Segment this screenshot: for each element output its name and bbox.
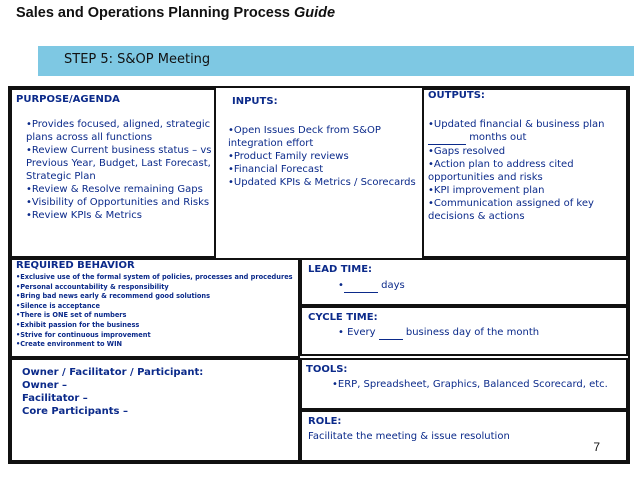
owner-line: Core Participants –: [22, 406, 128, 417]
tools-box: [300, 358, 628, 410]
owner-line: Owner –: [22, 380, 68, 391]
purpose-list: [26, 118, 214, 222]
behavior-item: •Strive for continuous improvement: [16, 330, 151, 339]
months-blank: [428, 131, 466, 145]
inputs-heading: INPUTS:: [232, 96, 278, 107]
page-title: [16, 5, 335, 21]
outputs-item1-text: •Updated financial & business plan: [428, 119, 605, 130]
inputs-item: •Updated KPIs & Metrics / Scorecards: [228, 177, 416, 188]
cycle-time-prefix: • Every: [338, 327, 376, 338]
cycle-time-suffix: business day of the month: [405, 327, 540, 338]
tools-text: •ERP, Spreadsheet, Graphics, Balanced Scorecard, etc.: [332, 379, 608, 390]
inputs-box: [226, 88, 422, 258]
owner-box: [10, 358, 300, 462]
step-banner: [38, 46, 634, 76]
lead-time-bullet: •: [338, 280, 344, 291]
tools-heading: TOOLS:: [306, 364, 348, 375]
behavior-item: •Create environment to WIN: [16, 340, 123, 349]
outputs-item: •Communication assigned of key decisions & actions: [428, 198, 594, 222]
outputs-item: [428, 118, 624, 145]
days-blank: [344, 279, 378, 293]
outputs-item: •Gaps resolved: [428, 146, 506, 157]
cycle-time-value: [338, 326, 539, 340]
purpose-item: •Review Current business status – vs Previous Year, Budget, Last Forecast, Strategic Plan: [26, 145, 212, 182]
purpose-item: •Review KPIs & Metrics: [26, 210, 142, 221]
outputs-item1-suffix: months out: [469, 132, 527, 143]
purpose-item: •Review & Resolve remaining Gaps: [26, 184, 203, 195]
owner-list: [22, 366, 203, 418]
inputs-item: •Financial Forecast: [228, 164, 324, 175]
behavior-heading: REQUIRED BEHAVIOR: [16, 260, 135, 271]
inputs-list: [228, 124, 418, 189]
behavior-list: [16, 273, 300, 350]
role-box: [300, 410, 628, 462]
page-number: 7: [593, 440, 600, 454]
purpose-heading: PURPOSE/AGENDA: [16, 94, 120, 105]
behavior-item: •There is ONE set of numbers: [16, 311, 127, 320]
outputs-item: •KPI improvement plan: [428, 185, 545, 196]
behavior-item: •Personal accountability & responsibility: [16, 282, 169, 291]
behavior-item: •Bring bad news early & recommend good solutions: [16, 292, 211, 301]
title-italic: Guide: [294, 5, 336, 21]
owner-line: Owner / Facilitator / Participant:: [22, 367, 204, 378]
cycle-time-box: [300, 306, 628, 356]
inputs-item: •Product Family reviews: [228, 151, 349, 162]
step-label: STEP 5: S&OP Meeting: [64, 52, 211, 67]
title-main: Sales and Operations Planning Process: [16, 5, 290, 21]
behavior-item: •Exhibit passion for the business: [16, 320, 140, 329]
outputs-box: [422, 88, 628, 258]
lead-time-heading: LEAD TIME:: [308, 264, 373, 275]
role-heading: ROLE:: [308, 416, 342, 427]
behavior-box: [10, 258, 300, 358]
lead-time-value: [338, 279, 405, 293]
behavior-item: •Exclusive use of the formal system of policies, processes and procedures: [16, 273, 293, 281]
business-day-blank: [379, 326, 403, 340]
lead-time-box: [300, 258, 628, 306]
purpose-item: •Provides focused, aligned, strategic plans across all functions: [26, 119, 211, 143]
outputs-list: [428, 118, 624, 223]
owner-line: Facilitator –: [22, 393, 88, 404]
purpose-item: •Visibility of Opportunities and Risks: [26, 197, 210, 208]
lead-time-suffix: days: [381, 280, 405, 291]
purpose-box: [10, 88, 216, 258]
outputs-item: •Action plan to address cited opportunities and risks: [428, 159, 574, 183]
behavior-item: •Silence is acceptance: [16, 301, 100, 310]
outputs-heading: OUTPUTS:: [428, 90, 485, 101]
role-text: Facilitate the meeting & issue resolution: [308, 431, 510, 442]
cycle-time-heading: CYCLE TIME:: [308, 312, 378, 323]
inputs-item: •Open Issues Deck from S&OP integration effort: [228, 125, 381, 149]
